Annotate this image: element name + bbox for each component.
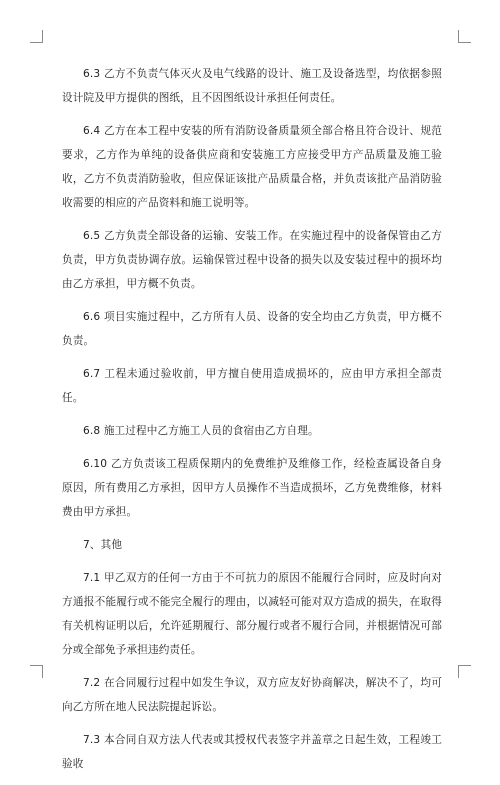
clause-6-5: 6.5 乙方负责全部设备的运输、安装工作。在实施过程中的设备保管由乙方负责，甲方负责协调存放。运输保管过程中设备的损失以及安装过程中的损坏均由乙方承担，甲方概不负责。 [62, 230, 442, 290]
crop-mark-top-left [30, 30, 43, 43]
crop-mark-top-right [458, 30, 471, 43]
crop-mark-bottom-left [30, 665, 43, 678]
crop-mark-bottom-right [458, 665, 471, 678]
clause-6-10: 6.10 乙方负责该工程质保期内的免费维护及维修工作，经检查属设备自身原因，所有费用乙方承担，因甲方人员操作不当造成损坏，乙方免费维修，材料费由甲方承担。 [62, 458, 442, 518]
clause-7-1: 7.1 甲乙双方的任何一方由于不可抗力的原因不能履行合同时，应及时向对方通报不能履行或不能完全履行的理由，以减轻可能对双方造成的损失，在取得有关机构证明以后，允许延期履行、部分履行或者不履行合同，并根据情况可部分或全部免予承担违约责任。 [62, 572, 442, 656]
clause-6-4: 6.4 乙方在本工程中安装的所有消防设备质量须全部合格且符合设计、规范要求，乙方作为单纯的设备供应商和安装施工方应接受甲方产品质量及施工验收，乙方不负责消防验收，但应保证该批产品质量合格，并负责该批产品消防验收需要的相应的产品资料和施工说明等。 [62, 125, 442, 209]
clause-6-6: 6.6 项目实施过程中，乙方所有人员、设备的安全均由乙方负责，甲方概不负责。 [62, 311, 442, 347]
clause-7-2: 7.2 在合同履行过程中如发生争议，双方应友好协商解决，解决不了，均可向乙方所在地人民法院提起诉讼。 [62, 677, 442, 713]
clause-7-3: 7.3 本合同自双方法人代表或其授权代表签字并盖章之日起生效，工程竣工验收 [62, 734, 442, 770]
clause-6-3: 6.3 乙方不负责气体灭火及电气线路的设计、施工及设备选型，均依据参照设计院及甲方提供的图纸，且不因图纸设计承担任何责任。 [62, 68, 442, 104]
clause-6-7: 6.7 工程未通过验收前，甲方擅自使用造成损坏的，应由甲方承担全部责任。 [62, 368, 442, 404]
document-body [62, 62, 442, 785]
clause-6-8: 6.8 施工过程中乙方施工人员的食宿由乙方自理。 [83, 425, 319, 437]
section-heading-7: 7、其他 [83, 539, 123, 551]
